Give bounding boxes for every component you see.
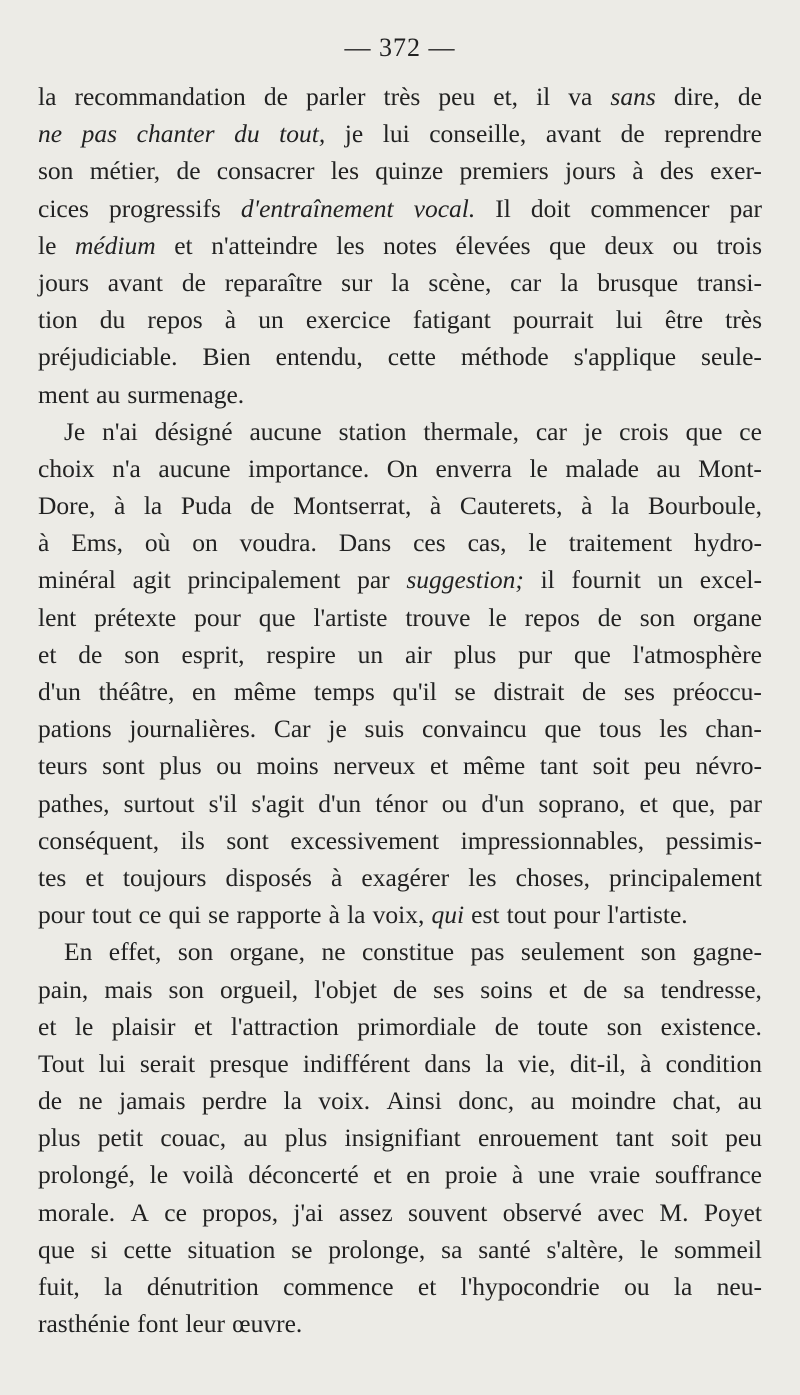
text-line: conséquent, ils sont excessivement impressionnables, pessimis- [38,825,762,855]
text-line: et le plaisir et l'attraction primordiale de toute son existence. [38,1011,762,1041]
text-line: pathes, surtout s'il s'agit d'un ténor ou d'un soprano, et que, par [38,788,762,818]
text-line: de ne jamais perdre la voix. Ainsi donc, au moindre chat, au [38,1086,762,1116]
text-line: prolongé, le voilà déconcerté et en proie à une vraie souffrance [38,1160,762,1190]
body-text [38,78,762,1342]
text-line: Je n'ai désigné aucune station thermale, car je crois que ce [64,416,762,446]
text-line: choix n'a aucune importance. On enverra le malade au Mont- [38,453,762,483]
text-line: ne pas chanter du tout, je lui conseille, avant de reprendre [38,119,762,149]
text-line: morale. A ce propos, j'ai assez souvent observé avec M. Poyet [38,1197,762,1227]
text-line: lent prétexte pour que l'artiste trouve le repos de son organe [38,602,762,632]
text-line: plus petit couac, au plus insignifiant enrouement tant soit peu [38,1123,762,1153]
text-line: la recommandation de parler très peu et, il va sans dire, de [38,82,762,111]
text-line: ment au surmenage. [38,379,245,409]
text-line: teurs sont plus ou moins nerveux et même tant soit peu névro- [38,751,762,781]
text-line: le médium et n'atteindre les notes élevées que deux ou trois [38,230,762,260]
text-line: En effet, son organe, ne constitue pas seulement son gagne- [64,937,762,967]
text-line: et de son esprit, respire un air plus pur que l'atmosphère [38,639,762,669]
text-line: pations journalières. Car je suis convaincu que tous les chan- [38,714,762,744]
text-line: que si cette situation se prolonge, sa santé s'altère, le sommeil [38,1234,762,1264]
text-line: rasthénie font leur œuvre. [38,1309,303,1339]
text-line: jours avant de reparaître sur la scène, car la brusque transi- [38,267,762,297]
text-line: Dore, à la Puda de Montserrat, à Cauterets, à la Bourboule, [38,491,762,521]
paragraph [38,78,762,413]
paragraph [38,933,762,1342]
text-line: à Ems, où on voudra. Dans ces cas, le traitement hydro- [38,528,762,558]
text-line: pain, mais son orgueil, l'objet de ses soins et de sa tendresse, [38,974,762,1004]
paragraph [38,413,762,934]
text-line: fuit, la dénutrition commence et l'hypocondrie ou la neu- [38,1272,762,1301]
text-line: tion du repos à un exercice fatigant pourrait lui être très [38,305,762,335]
text-line: tes et toujours disposés à exagérer les choses, principalement [38,862,762,892]
text-line: préjudiciable. Bien entendu, cette méthode s'applique seule- [38,342,762,372]
text-line: Tout lui serait presque indifférent dans la vie, dit-il, à condition [38,1048,762,1078]
text-line: cices progressifs d'entraînement vocal. Il doit commencer par [38,193,762,223]
text-line: son métier, de consacrer les quinze premiers jours à des exer- [38,156,762,186]
text-line: pour tout ce qui se rapporte à la voix, qui est tout pour l'artiste. [38,900,688,930]
text-line: d'un théâtre, en même temps qu'il se distrait de ses préoccu- [38,677,762,706]
page-number: — 372 — [344,33,456,62]
text-line: minéral agit principalement par suggestion; il fournit un excel- [38,565,762,595]
